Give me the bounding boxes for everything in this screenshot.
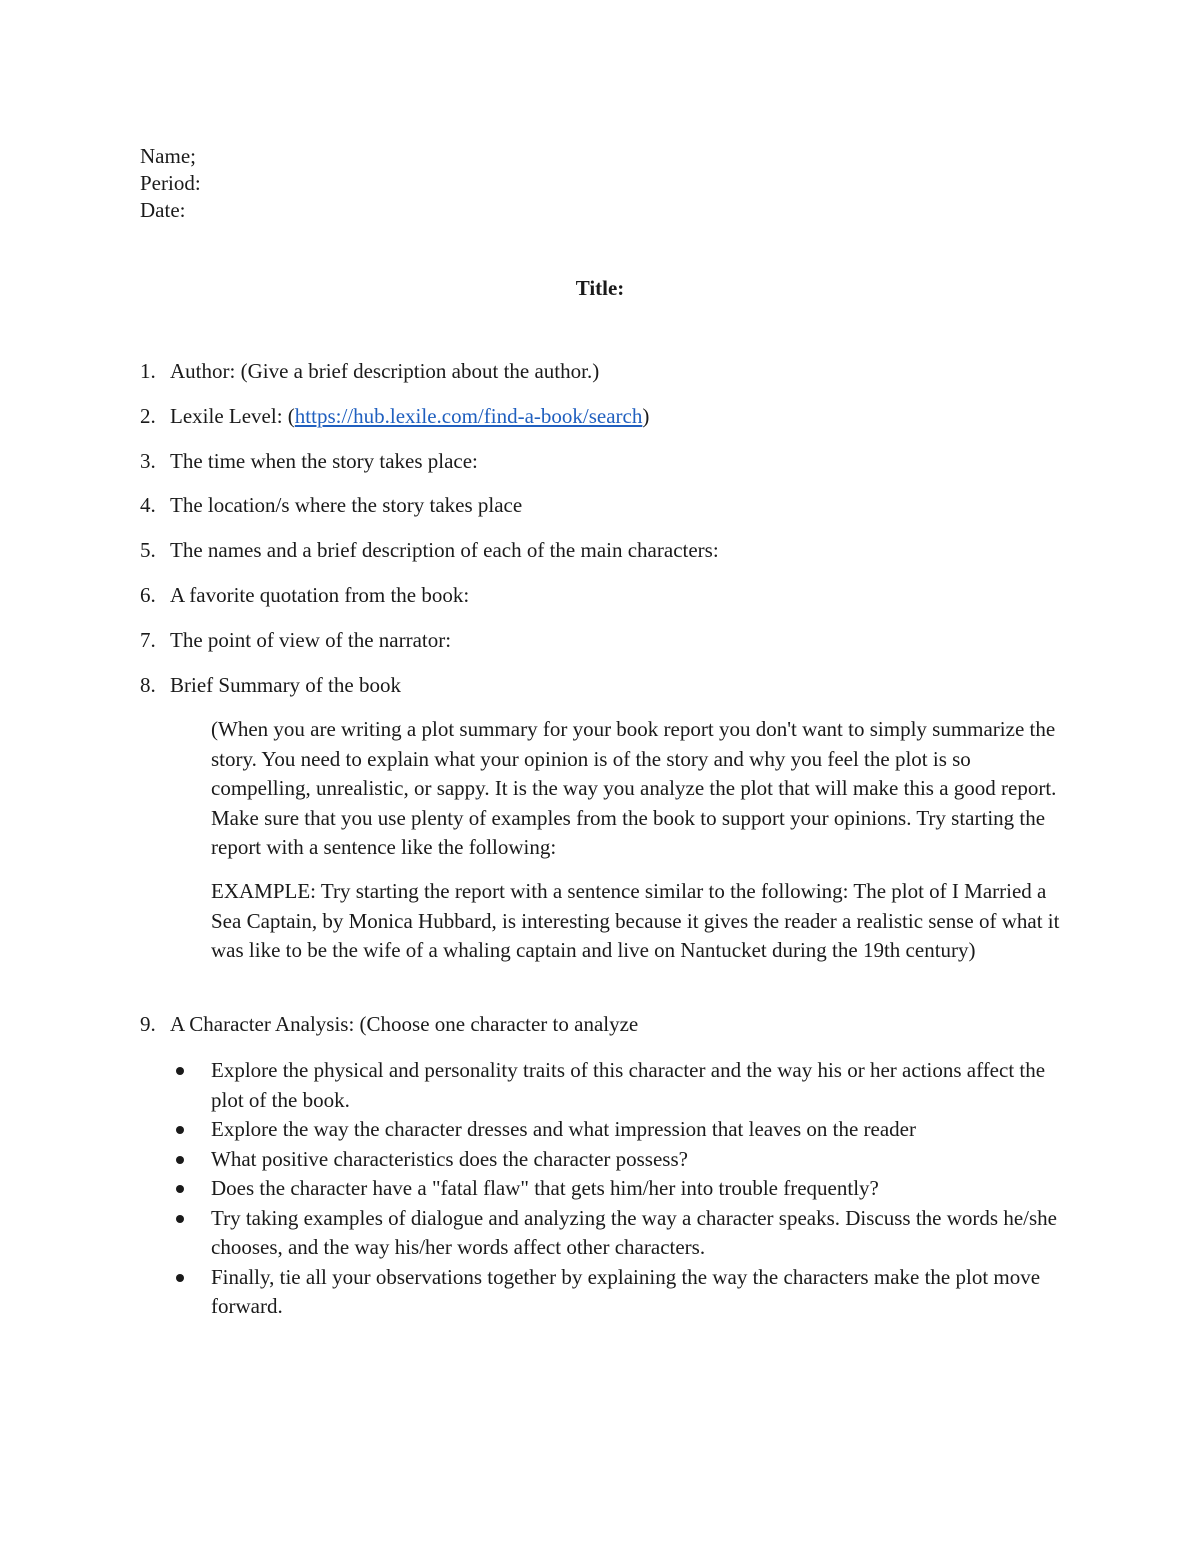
list-item-text: Author: (Give a brief description about the author.) <box>170 359 600 383</box>
bullet-icon <box>176 1156 184 1164</box>
list-item-characters <box>140 537 719 564</box>
list-number: 1. <box>140 359 156 383</box>
list-item-point-of-view <box>140 627 451 654</box>
list-item-time <box>140 448 478 475</box>
summary-paragraph: (When you are writing a plot summary for your book report you don't want to simply summarize the story. You need to explain what your opinion is of the story and why you feel the plot is so compelling, unrealistic, or sappy. It is the way you analyze the plot that will make this a good report. Make sure that you use plenty of examples from the book to support your opinions. Try starting the report with a sentence like the following: <box>211 717 1057 859</box>
lexile-prefix: Lexile Level: ( <box>170 404 295 428</box>
period-label: Period: <box>140 171 201 195</box>
list-item-text: A favorite quotation from the book: <box>170 583 470 607</box>
bullet-icon <box>176 1215 184 1223</box>
list-item-text: The time when the story takes place: <box>170 449 478 473</box>
lexile-suffix: ) <box>642 404 650 428</box>
list-item-character-analysis <box>140 1011 638 1038</box>
bullet-text: Explore the way the character dresses and what impression that leaves on the reader <box>211 1117 916 1141</box>
document-title: Title: <box>575 276 625 300</box>
example-paragraph: EXAMPLE: Try starting the report with a sentence similar to the following: The plot of I Married a Sea Captain, by Monica Hubbard, is interesting because it gives the reader a realistic sense of what it was like to be the wife of a whaling captain and live on Nantucket during the 19th century) <box>211 879 1060 962</box>
bullet-text: Explore the physical and personality traits of this character and the way his or her actions affect the plot of the book. <box>211 1058 1046 1112</box>
list-number: 3. <box>140 449 156 473</box>
list-item-text: The location/s where the story takes place <box>170 493 523 517</box>
list-item-text: A Character Analysis: (Choose one character to analyze <box>170 1012 639 1036</box>
example-instructions <box>211 877 1071 966</box>
bullet-icon <box>176 1126 184 1134</box>
date-label: Date: <box>140 198 186 222</box>
lexile-link[interactable]: https://hub.lexile.com/find-a-book/search <box>294 404 643 428</box>
list-item-text: Brief Summary of the book <box>170 673 401 697</box>
bullet-icon <box>176 1274 184 1282</box>
bullet-item <box>170 1145 1070 1175</box>
list-item-location <box>140 492 522 519</box>
bullet-icon <box>176 1185 184 1193</box>
bullet-item <box>170 1204 1070 1263</box>
list-item-lexile <box>140 403 649 430</box>
list-number: 7. <box>140 628 156 652</box>
bullet-text: Does the character have a "fatal flaw" that gets him/her into trouble frequently? <box>211 1176 879 1200</box>
list-number: 5. <box>140 538 156 562</box>
list-number: 9. <box>140 1012 156 1036</box>
list-item-text: The names and a brief description of each of the main characters: <box>170 538 719 562</box>
list-number: 8. <box>140 673 156 697</box>
bullet-item <box>170 1263 1070 1322</box>
bullet-text: Try taking examples of dialogue and analyzing the way a character speaks. Discuss the words he/she chooses, and the way his/her words affect other characters. <box>211 1205 1057 1259</box>
student-info-header <box>140 143 201 224</box>
bullet-item <box>170 1056 1070 1115</box>
list-number: 4. <box>140 493 156 517</box>
list-number: 2. <box>140 404 156 428</box>
bullet-icon <box>176 1067 184 1075</box>
list-item-quotation <box>140 582 469 609</box>
bullet-text: What positive characteristics does the character possess? <box>211 1146 688 1171</box>
summary-instructions <box>211 715 1071 863</box>
list-item-summary <box>140 672 401 699</box>
bullet-item <box>170 1115 1070 1145</box>
bullet-item <box>170 1174 1070 1204</box>
list-number: 6. <box>140 583 156 607</box>
name-label: Name; <box>140 144 196 168</box>
bullet-text: Finally, tie all your observations together by explaining the way the characters make the plot move forward. <box>211 1264 1041 1318</box>
list-item-author <box>140 358 599 385</box>
list-item-text: The point of view of the narrator: <box>170 628 452 652</box>
character-analysis-bullets <box>170 1056 1070 1322</box>
